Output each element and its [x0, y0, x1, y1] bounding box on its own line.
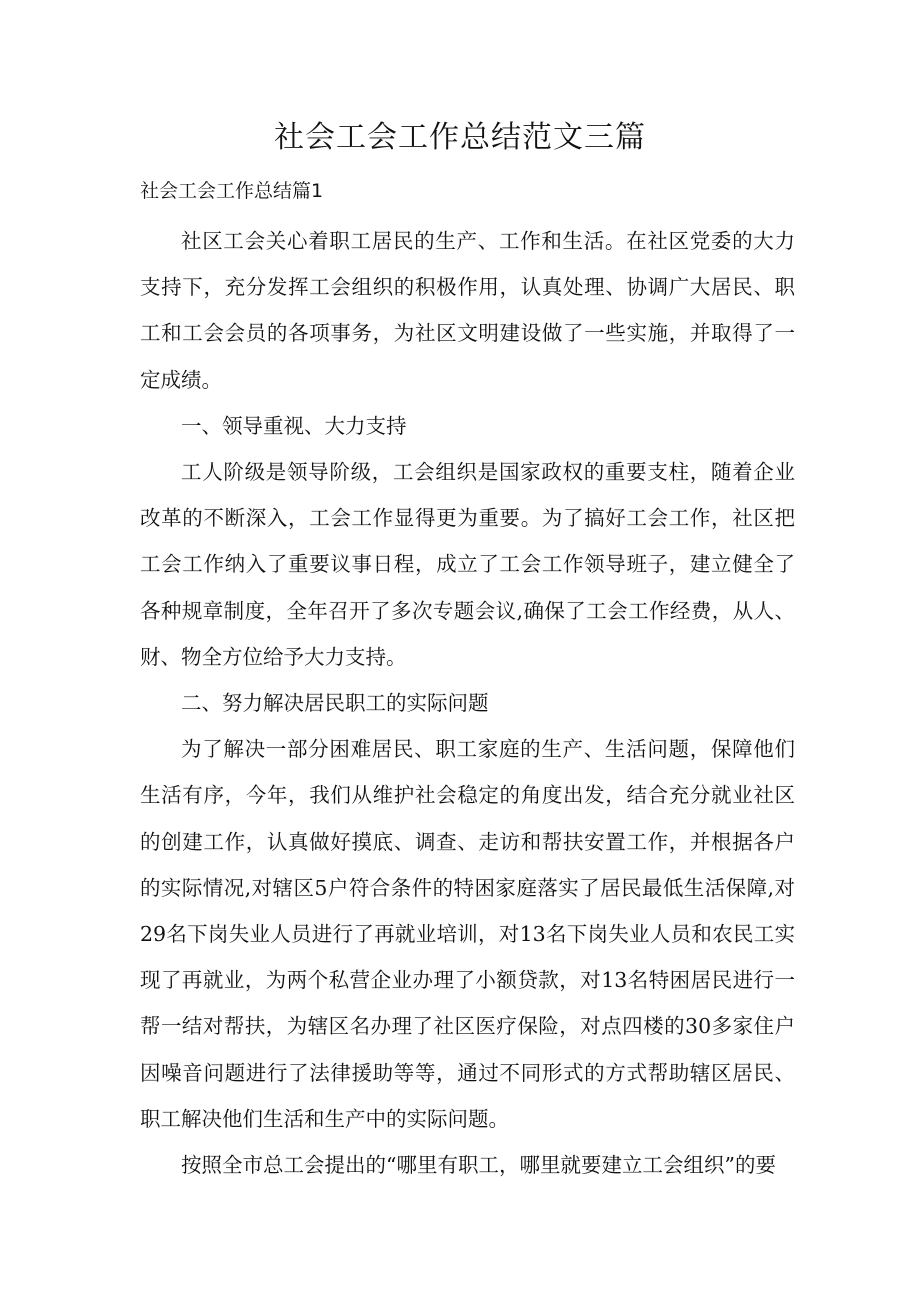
- paragraph: 社区工会关心着职工居民的生产、工作和生活。在社区党委的大力支持下，充分发挥工会组织的积极作用，认真处理、协调广大居民、职工和工会会员的各项事务，为社区文明建设做了一些实施，并取得了一定成绩。: [140, 229, 795, 392]
- section-title: 社会工会工作总结篇1: [140, 180, 324, 202]
- document-body: [140, 218, 795, 1188]
- paragraph: 按照全市总工会提出的“哪里有职工，哪里就要建立工会组织”的要: [181, 1153, 776, 1178]
- paragraph: 为了解决一部分困难居民、职工家庭的生产、生活问题，保障他们生活有序，今年，我们从维护社会稳定的角度出发，结合充分就业社区的创建工作，认真做好摸底、调查、走访和帮扶安置工作，并根据各户的实际情况,对辖区5户符合条件的特困家庭落实了居民最低生活保障,对29名下岗失业人员进行了再就业培训，对13名下岗失业人员和农民工实现了再就业，为两个私营企业办理了小额贷款，对13名特困居民进行一帮一结对帮扶，为辖区名办理了社区医疗保险，对点四楼的30多家住户因噪音问题进行了法律援助等等，通过不同形式的方式帮助辖区居民、职工解决他们生活和生产中的实际问题。: [140, 737, 795, 1131]
- section-heading: 二、努力解决居民职工的实际问题: [181, 691, 489, 716]
- paragraph: 工人阶级是领导阶级，工会组织是国家政权的重要支柱，随着企业改革的不断深入，工会工作显得更为重要。为了搞好工会工作，社区把工会工作纳入了重要议事日程，成立了工会工作领导班子，建立健全了各种规章制度，全年召开了多次专题会议,确保了工会工作经费，从人、财、物全方位给予大力支持。: [140, 460, 795, 669]
- section-heading: 一、领导重视、大力支持: [181, 413, 407, 438]
- document-title: 社会工会工作总结范文三篇: [274, 120, 646, 155]
